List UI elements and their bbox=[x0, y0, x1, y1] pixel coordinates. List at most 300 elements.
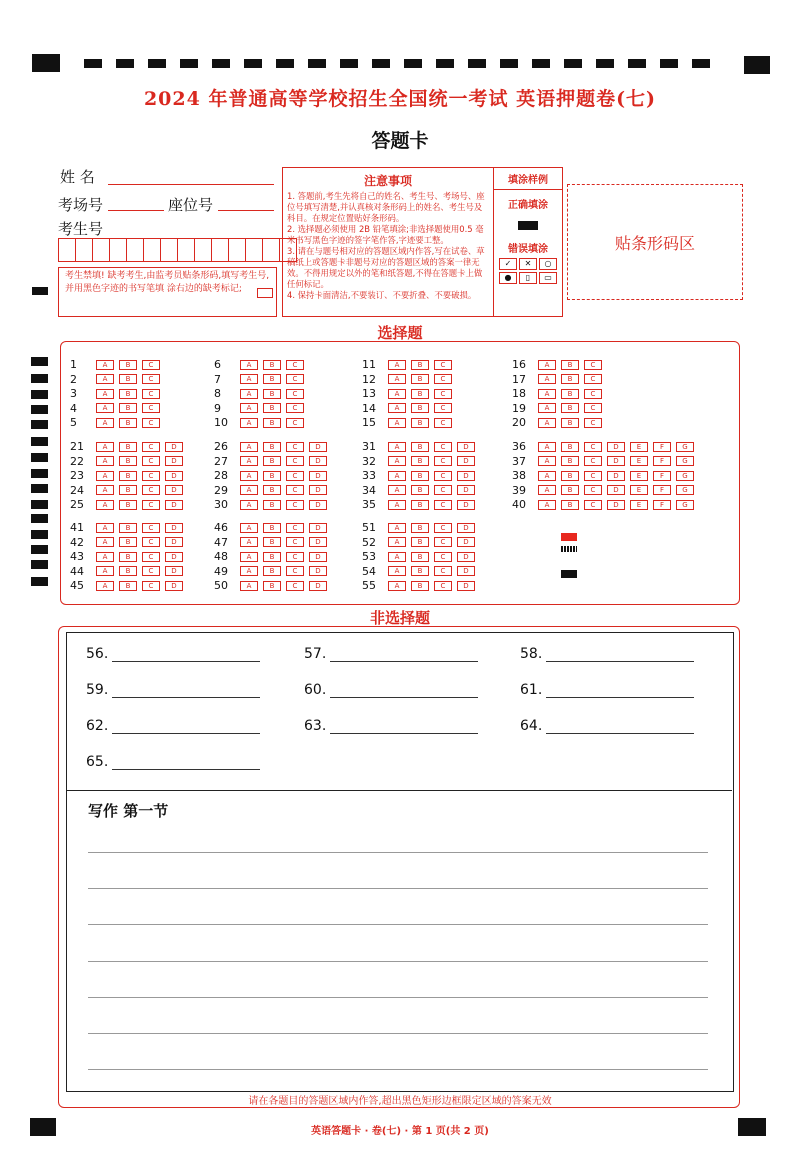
option-bubble-a[interactable]: A bbox=[538, 500, 556, 510]
option-bubble-c[interactable]: C bbox=[434, 581, 452, 591]
option-bubble-d[interactable]: D bbox=[457, 471, 475, 481]
option-bubble-a[interactable]: A bbox=[96, 552, 114, 562]
option-bubble-b[interactable]: B bbox=[263, 389, 281, 399]
choice-question-39 bbox=[512, 484, 699, 497]
option-bubble-a[interactable]: A bbox=[388, 537, 406, 547]
question-number: 16 bbox=[512, 358, 526, 371]
option-bubble-d[interactable]: D bbox=[607, 442, 625, 452]
option-bubble-a[interactable]: A bbox=[96, 360, 114, 370]
corner-mark-top-left bbox=[32, 54, 60, 72]
option-bubble-a[interactable]: A bbox=[96, 418, 114, 428]
option-bubble-a[interactable]: A bbox=[538, 374, 556, 384]
option-bubble-c[interactable]: C bbox=[434, 552, 452, 562]
option-bubble-b[interactable]: B bbox=[119, 403, 137, 413]
question-number: 42 bbox=[70, 535, 84, 549]
option-bubble-c[interactable]: C bbox=[286, 581, 304, 591]
option-bubble-a[interactable]: A bbox=[388, 566, 406, 576]
option-bubble-c[interactable]: C bbox=[286, 523, 304, 533]
timing-mark bbox=[31, 390, 48, 399]
question-number: 26 bbox=[214, 440, 228, 453]
option-bubble-a[interactable]: A bbox=[240, 360, 258, 370]
blank-answer-line[interactable] bbox=[330, 683, 478, 698]
option-bubble-a[interactable]: A bbox=[240, 566, 258, 576]
blank-58 bbox=[520, 646, 694, 662]
blank-answer-line[interactable] bbox=[112, 755, 260, 770]
question-number: 45 bbox=[70, 579, 84, 592]
option-bubble-b[interactable]: B bbox=[411, 537, 429, 547]
writing-line[interactable] bbox=[88, 1033, 708, 1034]
option-bubble-b[interactable]: B bbox=[411, 566, 429, 576]
name-field[interactable] bbox=[108, 184, 274, 185]
writing-title: 写作 第一节 bbox=[88, 802, 169, 820]
option-bubble-b[interactable]: B bbox=[411, 442, 429, 452]
option-bubble-a[interactable]: A bbox=[538, 360, 556, 370]
page-footer: 英语答题卡 · 卷(七) · 第 1 页(共 2 页) bbox=[311, 1126, 489, 1137]
option-bubble-a[interactable]: A bbox=[96, 471, 114, 481]
option-bubble-a[interactable]: A bbox=[388, 403, 406, 413]
blank-answer-line[interactable] bbox=[546, 647, 694, 662]
option-bubble-d[interactable]: D bbox=[309, 442, 327, 452]
option-bubble-b[interactable]: B bbox=[119, 471, 137, 481]
option-bubble-b[interactable]: B bbox=[561, 471, 579, 481]
option-bubble-c[interactable]: C bbox=[286, 403, 304, 413]
seat-label: 座位号 bbox=[168, 196, 214, 214]
option-bubble-c[interactable]: C bbox=[142, 403, 160, 413]
blank-56 bbox=[86, 646, 260, 662]
option-bubble-c[interactable]: C bbox=[286, 442, 304, 452]
option-bubble-d[interactable]: D bbox=[607, 471, 625, 481]
option-bubble-d[interactable]: D bbox=[309, 581, 327, 591]
writing-line[interactable] bbox=[88, 924, 708, 925]
option-bubble-b[interactable]: B bbox=[411, 471, 429, 481]
question-number: 15 bbox=[362, 416, 376, 429]
option-bubble-d[interactable]: D bbox=[165, 581, 183, 591]
option-bubble-c[interactable]: C bbox=[434, 456, 452, 466]
option-bubble-d[interactable]: D bbox=[309, 566, 327, 576]
option-bubble-f[interactable]: F bbox=[653, 471, 671, 481]
option-bubble-b[interactable]: B bbox=[119, 374, 137, 384]
blank-answer-line[interactable] bbox=[546, 719, 694, 734]
option-bubble-e[interactable]: E bbox=[630, 471, 648, 481]
question-number: 9 bbox=[214, 401, 221, 415]
option-bubble-c[interactable]: C bbox=[142, 552, 160, 562]
option-bubble-d[interactable]: D bbox=[607, 500, 625, 510]
option-bubble-c[interactable]: C bbox=[142, 442, 160, 452]
option-bubble-c[interactable]: C bbox=[286, 552, 304, 562]
option-bubble-a[interactable]: A bbox=[388, 552, 406, 562]
option-bubble-d[interactable]: D bbox=[165, 442, 183, 452]
option-bubble-d[interactable]: D bbox=[457, 537, 475, 547]
option-bubble-b[interactable]: B bbox=[119, 442, 137, 452]
option-bubble-c[interactable]: C bbox=[434, 471, 452, 481]
option-bubble-a[interactable]: A bbox=[96, 456, 114, 466]
option-bubble-c[interactable]: C bbox=[142, 485, 160, 495]
sample-wrong-label: 错误填涂 bbox=[508, 244, 548, 255]
option-bubble-d[interactable]: D bbox=[165, 456, 183, 466]
option-bubble-d[interactable]: D bbox=[165, 471, 183, 481]
option-bubble-b[interactable]: B bbox=[411, 418, 429, 428]
option-bubble-c[interactable]: C bbox=[434, 537, 452, 547]
option-bubble-a[interactable]: A bbox=[388, 374, 406, 384]
option-bubble-a[interactable]: A bbox=[240, 456, 258, 466]
option-bubble-b[interactable]: B bbox=[263, 485, 281, 495]
option-bubble-c[interactable]: C bbox=[434, 374, 452, 384]
option-bubble-b[interactable]: B bbox=[561, 485, 579, 495]
question-number: 10 bbox=[214, 416, 228, 429]
option-bubble-b[interactable]: B bbox=[561, 374, 579, 384]
timing-mark bbox=[31, 453, 48, 462]
option-bubble-c[interactable]: C bbox=[286, 537, 304, 547]
option-bubble-b[interactable]: B bbox=[263, 471, 281, 481]
question-number: 24 bbox=[70, 483, 84, 497]
option-bubble-c[interactable]: C bbox=[584, 374, 602, 384]
option-bubble-c[interactable]: C bbox=[584, 442, 602, 452]
option-bubble-b[interactable]: B bbox=[119, 418, 137, 428]
option-bubble-b[interactable]: B bbox=[119, 456, 137, 466]
option-bubble-a[interactable]: A bbox=[96, 485, 114, 495]
option-bubble-c[interactable]: C bbox=[286, 500, 304, 510]
option-bubble-c[interactable]: C bbox=[584, 418, 602, 428]
option-bubble-c[interactable]: C bbox=[142, 500, 160, 510]
option-bubble-e[interactable]: E bbox=[630, 500, 648, 510]
option-bubble-b[interactable]: B bbox=[411, 500, 429, 510]
option-bubble-a[interactable]: A bbox=[388, 418, 406, 428]
option-bubble-c[interactable]: C bbox=[142, 418, 160, 428]
choice-question-49 bbox=[214, 565, 332, 578]
option-bubble-a[interactable]: A bbox=[96, 374, 114, 384]
option-bubble-f[interactable]: F bbox=[653, 442, 671, 452]
option-bubble-c[interactable]: C bbox=[142, 456, 160, 466]
option-bubble-a[interactable]: A bbox=[96, 403, 114, 413]
option-bubble-a[interactable]: A bbox=[388, 471, 406, 481]
option-bubble-b[interactable]: B bbox=[119, 500, 137, 510]
writing-line[interactable] bbox=[88, 852, 708, 853]
option-bubble-c[interactable]: C bbox=[142, 471, 160, 481]
option-bubble-e[interactable]: E bbox=[630, 442, 648, 452]
question-number: 17 bbox=[512, 372, 526, 386]
blank-number: 61. bbox=[520, 682, 543, 698]
wrong-fill-mark: ✓ bbox=[499, 258, 517, 270]
option-bubble-c[interactable]: C bbox=[286, 374, 304, 384]
option-bubble-c[interactable]: C bbox=[584, 471, 602, 481]
option-bubble-b[interactable]: B bbox=[561, 389, 579, 399]
option-bubble-d[interactable]: D bbox=[309, 485, 327, 495]
option-bubble-a[interactable]: A bbox=[96, 581, 114, 591]
option-bubble-a[interactable]: A bbox=[538, 456, 556, 466]
option-bubble-c[interactable]: C bbox=[142, 360, 160, 370]
option-bubble-b[interactable]: B bbox=[263, 581, 281, 591]
blank-answer-line[interactable] bbox=[330, 719, 478, 734]
choice-question-20 bbox=[512, 416, 607, 429]
option-bubble-c[interactable]: C bbox=[286, 418, 304, 428]
choice-question-42 bbox=[70, 536, 188, 549]
option-bubble-b[interactable]: B bbox=[411, 581, 429, 591]
choice-question-37 bbox=[512, 455, 699, 468]
option-bubble-a[interactable]: A bbox=[96, 500, 114, 510]
option-bubble-b[interactable]: B bbox=[411, 523, 429, 533]
option-bubble-a[interactable]: A bbox=[240, 389, 258, 399]
option-bubble-b[interactable]: B bbox=[263, 537, 281, 547]
option-bubble-a[interactable]: A bbox=[388, 523, 406, 533]
option-bubble-d[interactable]: D bbox=[165, 552, 183, 562]
option-bubble-d[interactable]: D bbox=[457, 500, 475, 510]
option-bubble-b[interactable]: B bbox=[411, 456, 429, 466]
option-bubble-a[interactable]: A bbox=[388, 360, 406, 370]
writing-line[interactable] bbox=[88, 997, 708, 998]
question-number: 40 bbox=[512, 498, 526, 511]
option-bubble-a[interactable]: A bbox=[388, 581, 406, 591]
option-bubble-b[interactable]: B bbox=[561, 360, 579, 370]
option-bubble-a[interactable]: A bbox=[240, 500, 258, 510]
option-bubble-g[interactable]: G bbox=[676, 471, 694, 481]
question-number: 37 bbox=[512, 454, 526, 468]
option-bubble-d[interactable]: D bbox=[309, 552, 327, 562]
option-bubble-a[interactable]: A bbox=[96, 537, 114, 547]
option-bubble-a[interactable]: A bbox=[538, 389, 556, 399]
choice-question-13 bbox=[362, 387, 457, 400]
choice-question-7 bbox=[214, 373, 309, 386]
option-bubble-a[interactable]: A bbox=[538, 471, 556, 481]
option-bubble-c[interactable]: C bbox=[584, 500, 602, 510]
option-bubble-g[interactable]: G bbox=[676, 500, 694, 510]
option-bubble-d[interactable]: D bbox=[165, 537, 183, 547]
option-bubble-a[interactable]: A bbox=[240, 471, 258, 481]
choice-question-8 bbox=[214, 387, 309, 400]
option-bubble-b[interactable]: B bbox=[411, 552, 429, 562]
blank-answer-line[interactable] bbox=[112, 719, 260, 734]
choice-question-24 bbox=[70, 484, 188, 497]
option-bubble-b[interactable]: B bbox=[263, 374, 281, 384]
option-bubble-b[interactable]: B bbox=[411, 389, 429, 399]
choice-question-25 bbox=[70, 498, 188, 511]
option-bubble-a[interactable]: A bbox=[240, 442, 258, 452]
blank-answer-line[interactable] bbox=[112, 683, 260, 698]
option-bubble-a[interactable]: A bbox=[240, 418, 258, 428]
option-bubble-c[interactable]: C bbox=[584, 485, 602, 495]
option-bubble-d[interactable]: D bbox=[607, 485, 625, 495]
page-title: 2024 年普通高等学校招生全国统一考试 英语押题卷(七) bbox=[143, 88, 657, 110]
option-bubble-c[interactable]: C bbox=[434, 389, 452, 399]
question-number: 22 bbox=[70, 454, 84, 468]
option-bubble-b[interactable]: B bbox=[119, 552, 137, 562]
question-number: 23 bbox=[70, 469, 84, 482]
option-bubble-c[interactable]: C bbox=[434, 418, 452, 428]
option-bubble-b[interactable]: B bbox=[263, 500, 281, 510]
option-bubble-b[interactable]: B bbox=[119, 360, 137, 370]
option-bubble-b[interactable]: B bbox=[119, 389, 137, 399]
option-bubble-a[interactable]: A bbox=[538, 485, 556, 495]
option-bubble-d[interactable]: D bbox=[457, 442, 475, 452]
option-bubble-b[interactable]: B bbox=[263, 442, 281, 452]
option-bubble-b[interactable]: B bbox=[119, 581, 137, 591]
option-bubble-f[interactable]: F bbox=[653, 485, 671, 495]
nonchoice-section-title: 非选择题 bbox=[369, 609, 430, 627]
option-bubble-b[interactable]: B bbox=[411, 374, 429, 384]
option-bubble-a[interactable]: A bbox=[240, 485, 258, 495]
option-bubble-c[interactable]: C bbox=[434, 360, 452, 370]
exam-id-boxes[interactable] bbox=[58, 238, 296, 262]
option-bubble-d[interactable]: D bbox=[309, 456, 327, 466]
option-bubble-d[interactable]: D bbox=[309, 471, 327, 481]
choice-question-41 bbox=[70, 521, 188, 534]
option-bubble-d[interactable]: D bbox=[457, 581, 475, 591]
option-bubble-c[interactable]: C bbox=[142, 581, 160, 591]
writing-line[interactable] bbox=[88, 888, 708, 889]
option-bubble-b[interactable]: B bbox=[263, 360, 281, 370]
absent-checkbox[interactable] bbox=[257, 288, 273, 298]
option-bubble-a[interactable]: A bbox=[96, 566, 114, 576]
option-bubble-d[interactable]: D bbox=[165, 566, 183, 576]
option-bubble-a[interactable]: A bbox=[388, 500, 406, 510]
option-bubble-b[interactable]: B bbox=[263, 418, 281, 428]
option-bubble-c[interactable]: C bbox=[286, 456, 304, 466]
blank-59 bbox=[86, 682, 260, 698]
option-bubble-b[interactable]: B bbox=[263, 566, 281, 576]
option-bubble-b[interactable]: B bbox=[411, 360, 429, 370]
question-number: 14 bbox=[362, 401, 376, 415]
option-bubble-d[interactable]: D bbox=[607, 456, 625, 466]
option-bubble-c[interactable]: C bbox=[286, 360, 304, 370]
choice-question-45 bbox=[70, 579, 188, 592]
question-number: 2 bbox=[70, 372, 77, 386]
option-bubble-a[interactable]: A bbox=[538, 403, 556, 413]
question-number: 34 bbox=[362, 483, 376, 497]
barcode-zone bbox=[567, 184, 743, 300]
option-bubble-c[interactable]: C bbox=[142, 374, 160, 384]
option-bubble-c[interactable]: C bbox=[286, 485, 304, 495]
option-bubble-c[interactable]: C bbox=[434, 523, 452, 533]
option-bubble-a[interactable]: A bbox=[96, 523, 114, 533]
notes-box bbox=[282, 167, 494, 317]
option-bubble-d[interactable]: D bbox=[165, 500, 183, 510]
option-bubble-a[interactable]: A bbox=[240, 537, 258, 547]
option-bubble-d[interactable]: D bbox=[457, 566, 475, 576]
option-bubble-a[interactable]: A bbox=[240, 523, 258, 533]
option-bubble-e[interactable]: E bbox=[630, 456, 648, 466]
option-bubble-a[interactable]: A bbox=[388, 442, 406, 452]
blank-answer-line[interactable] bbox=[112, 647, 260, 662]
question-number: 29 bbox=[214, 483, 228, 497]
option-bubble-g[interactable]: G bbox=[676, 442, 694, 452]
seat-field[interactable] bbox=[218, 210, 274, 211]
option-bubble-f[interactable]: F bbox=[653, 500, 671, 510]
option-bubble-c[interactable]: C bbox=[584, 403, 602, 413]
writing-line[interactable] bbox=[88, 961, 708, 962]
option-bubble-b[interactable]: B bbox=[411, 403, 429, 413]
option-bubble-c[interactable]: C bbox=[584, 389, 602, 399]
blank-answer-line[interactable] bbox=[546, 683, 694, 698]
option-bubble-a[interactable]: A bbox=[240, 374, 258, 384]
option-bubble-g[interactable]: G bbox=[676, 456, 694, 466]
option-bubble-d[interactable]: D bbox=[309, 500, 327, 510]
option-bubble-d[interactable]: D bbox=[457, 523, 475, 533]
option-bubble-b[interactable]: B bbox=[561, 456, 579, 466]
option-bubble-e[interactable]: E bbox=[630, 485, 648, 495]
option-bubble-a[interactable]: A bbox=[240, 403, 258, 413]
option-bubble-c[interactable]: C bbox=[434, 500, 452, 510]
timing-mark bbox=[31, 357, 48, 366]
question-number: 46 bbox=[214, 521, 228, 534]
option-bubble-b[interactable]: B bbox=[561, 418, 579, 428]
legend-correct-mark bbox=[561, 533, 577, 541]
option-bubble-d[interactable]: D bbox=[457, 456, 475, 466]
option-bubble-d[interactable]: D bbox=[165, 485, 183, 495]
option-bubble-b[interactable]: B bbox=[561, 403, 579, 413]
choice-question-29 bbox=[214, 484, 332, 497]
option-bubble-b[interactable]: B bbox=[263, 552, 281, 562]
option-bubble-a[interactable]: A bbox=[96, 442, 114, 452]
option-bubble-a[interactable]: A bbox=[388, 456, 406, 466]
question-number: 49 bbox=[214, 564, 228, 578]
option-bubble-a[interactable]: A bbox=[388, 389, 406, 399]
option-bubble-c[interactable]: C bbox=[434, 566, 452, 576]
option-bubble-a[interactable]: A bbox=[538, 418, 556, 428]
question-number: 13 bbox=[362, 387, 376, 400]
timing-mark bbox=[31, 405, 48, 414]
option-bubble-c[interactable]: C bbox=[142, 389, 160, 399]
timing-mark bbox=[31, 500, 48, 509]
option-bubble-f[interactable]: F bbox=[653, 456, 671, 466]
option-bubble-d[interactable]: D bbox=[457, 552, 475, 562]
option-bubble-b[interactable]: B bbox=[263, 523, 281, 533]
question-number: 41 bbox=[70, 521, 84, 534]
option-bubble-b[interactable]: B bbox=[263, 403, 281, 413]
option-bubble-a[interactable]: A bbox=[538, 442, 556, 452]
question-number: 27 bbox=[214, 454, 228, 468]
choice-question-53 bbox=[362, 550, 480, 563]
option-bubble-a[interactable]: A bbox=[388, 485, 406, 495]
choice-question-17 bbox=[512, 373, 607, 386]
option-bubble-b[interactable]: B bbox=[263, 456, 281, 466]
option-bubble-c[interactable]: C bbox=[584, 456, 602, 466]
exam-room-field[interactable] bbox=[108, 210, 164, 211]
option-bubble-d[interactable]: D bbox=[309, 537, 327, 547]
option-bubble-a[interactable]: A bbox=[240, 581, 258, 591]
option-bubble-b[interactable]: B bbox=[561, 442, 579, 452]
option-bubble-d[interactable]: D bbox=[457, 485, 475, 495]
option-bubble-d[interactable]: D bbox=[309, 523, 327, 533]
option-bubble-c[interactable]: C bbox=[434, 485, 452, 495]
option-bubble-b[interactable]: B bbox=[411, 485, 429, 495]
option-bubble-c[interactable]: C bbox=[286, 471, 304, 481]
option-bubble-d[interactable]: D bbox=[165, 523, 183, 533]
option-bubble-b[interactable]: B bbox=[119, 523, 137, 533]
option-bubble-a[interactable]: A bbox=[96, 389, 114, 399]
blank-number: 64. bbox=[520, 718, 543, 734]
option-bubble-g[interactable]: G bbox=[676, 485, 694, 495]
question-number: 31 bbox=[362, 440, 376, 453]
option-bubble-c[interactable]: C bbox=[142, 523, 160, 533]
option-bubble-c[interactable]: C bbox=[434, 442, 452, 452]
option-bubble-c[interactable]: C bbox=[142, 566, 160, 576]
option-bubble-b[interactable]: B bbox=[119, 537, 137, 547]
blank-answer-line[interactable] bbox=[330, 647, 478, 662]
choice-question-12 bbox=[362, 373, 457, 386]
timing-mark bbox=[31, 514, 48, 523]
option-bubble-c[interactable]: C bbox=[286, 566, 304, 576]
writing-line[interactable] bbox=[88, 1069, 708, 1070]
option-bubble-b[interactable]: B bbox=[561, 500, 579, 510]
option-bubble-b[interactable]: B bbox=[119, 485, 137, 495]
option-bubble-c[interactable]: C bbox=[434, 403, 452, 413]
choice-question-52 bbox=[362, 536, 480, 549]
option-bubble-a[interactable]: A bbox=[240, 552, 258, 562]
option-bubble-b[interactable]: B bbox=[119, 566, 137, 576]
option-bubble-c[interactable]: C bbox=[142, 537, 160, 547]
option-bubble-c[interactable]: C bbox=[584, 360, 602, 370]
option-bubble-c[interactable]: C bbox=[286, 389, 304, 399]
question-number: 5 bbox=[70, 416, 77, 429]
